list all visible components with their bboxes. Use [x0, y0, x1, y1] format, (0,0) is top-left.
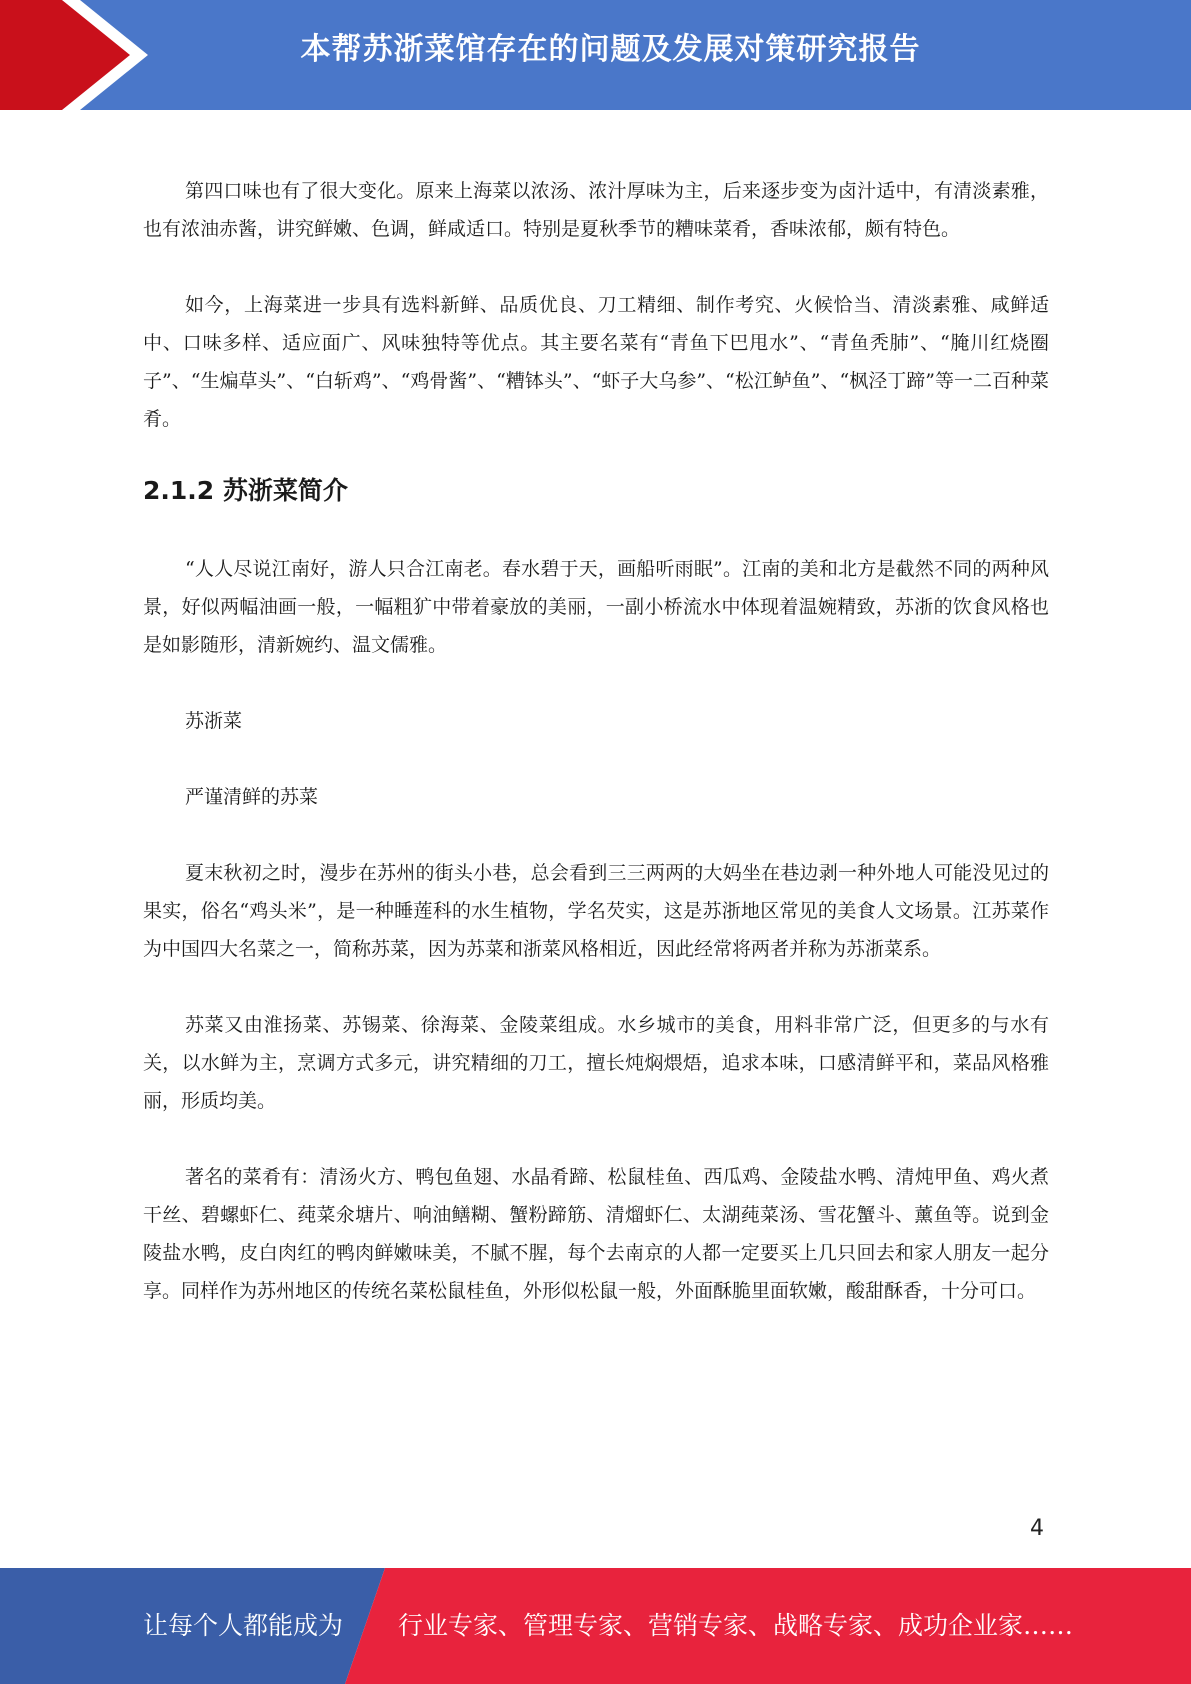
section-heading: 2.1.2 苏浙菜简介 [143, 476, 348, 505]
paragraph-jiangnan-intro: “人人尽说江南好，游人只合江南老。春水碧于天，画船听雨眠”。江南的美和北方是截然不同的两种风景，好似两幅油画一般，一幅粗犷中带着豪放的美丽，一副小桥流水中体现着温婉精致，苏浙的饮食风格也是如影随形，清新婉约、温文儒雅。 [143, 558, 1049, 656]
paragraph-shanghai-taste: 第四口味也有了很大变化。原来上海菜以浓汤、浓汁厚味为主，后来逐步变为卤汁适中，有清淡素雅，也有浓油赤酱，讲究鲜嫩、色调，鲜咸适口。特别是夏秋季节的糟味菜肴，香味浓郁，颇有特色。 [143, 180, 1049, 240]
page-header-band [0, 0, 1191, 110]
paragraph-su-cuisine-composition: 苏菜又由淮扬菜、苏锡菜、徐海菜、金陵菜组成。水乡城市的美食，用料非常广泛，但更多的与水有关，以水鲜为主，烹调方式多元，讲究精细的刀工，擅长炖焖煨焐，追求本味，口感清鲜平和，菜品风格雅丽，形质均美。 [143, 1014, 1049, 1112]
document-title: 本帮苏浙菜馆存在的问题及发展对策研究报告 [300, 32, 921, 67]
paragraph-famous-dishes: 著名的菜肴有：清汤火方、鸭包鱼翅、水晶肴蹄、松鼠桂鱼、西瓜鸡、金陵盐水鸭、清炖甲鱼、鸡火煮干丝、碧螺虾仁、莼菜氽塘片、响油鳝糊、蟹粉蹄筋、清熘虾仁、太湖莼菜汤、雪花蟹斗、薰鱼等。说到金陵盐水鸭，皮白肉红的鸭肉鲜嫩味美，不腻不腥，每个去南京的人都一定要买上几只回去和家人朋友一起分享。同样作为苏州地区的传统名菜松鼠桂鱼，外形似松鼠一般，外面酥脆里面软嫩，酸甜酥香，十分可口。 [143, 1166, 1049, 1302]
footer-slogan-right: 行业专家、管理专家、营销专家、战略专家、成功企业家…… [398, 1611, 1074, 1640]
paragraph-shanghai-dishes: 如今，上海菜进一步具有选料新鲜、品质优良、刀工精细、制作考究、火候恰当、清淡素雅、咸鲜适中、口味多样、适应面广、风味独特等优点。其主要名菜有“青鱼下巴甩水”、“青鱼秃肺”、“腌川红烧圈子”、“生煸草头”、“白斩鸡”、“鸡骨酱”、“糟钵头”、“虾子大乌参”、“松江鲈鱼”、“枫泾丁蹄”等一二百种菜肴。 [143, 294, 1049, 430]
page-number: 4 [1030, 1516, 1044, 1541]
paragraph-su-cuisine-subtitle: 严谨清鲜的苏菜 [185, 786, 319, 808]
footer-slogan-left: 让每个人都能成为 [143, 1611, 344, 1640]
document-body [143, 172, 1049, 1348]
paragraph-suzhou-scene: 夏末秋初之时，漫步在苏州的街头小巷，总会看到三三两两的大妈坐在巷边剥一种外地人可能没见过的果实，俗名“鸡头米”，是一种睡莲科的水生植物，学名芡实，这是苏浙地区常见的美食人文场景。江苏菜作为中国四大名菜之一，简称苏菜，因为苏菜和浙菜风格相近，因此经常将两者并称为苏浙菜系。 [143, 862, 1049, 960]
paragraph-suzhe-cuisine-label: 苏浙菜 [185, 710, 243, 732]
page-footer-band [0, 1568, 1191, 1684]
